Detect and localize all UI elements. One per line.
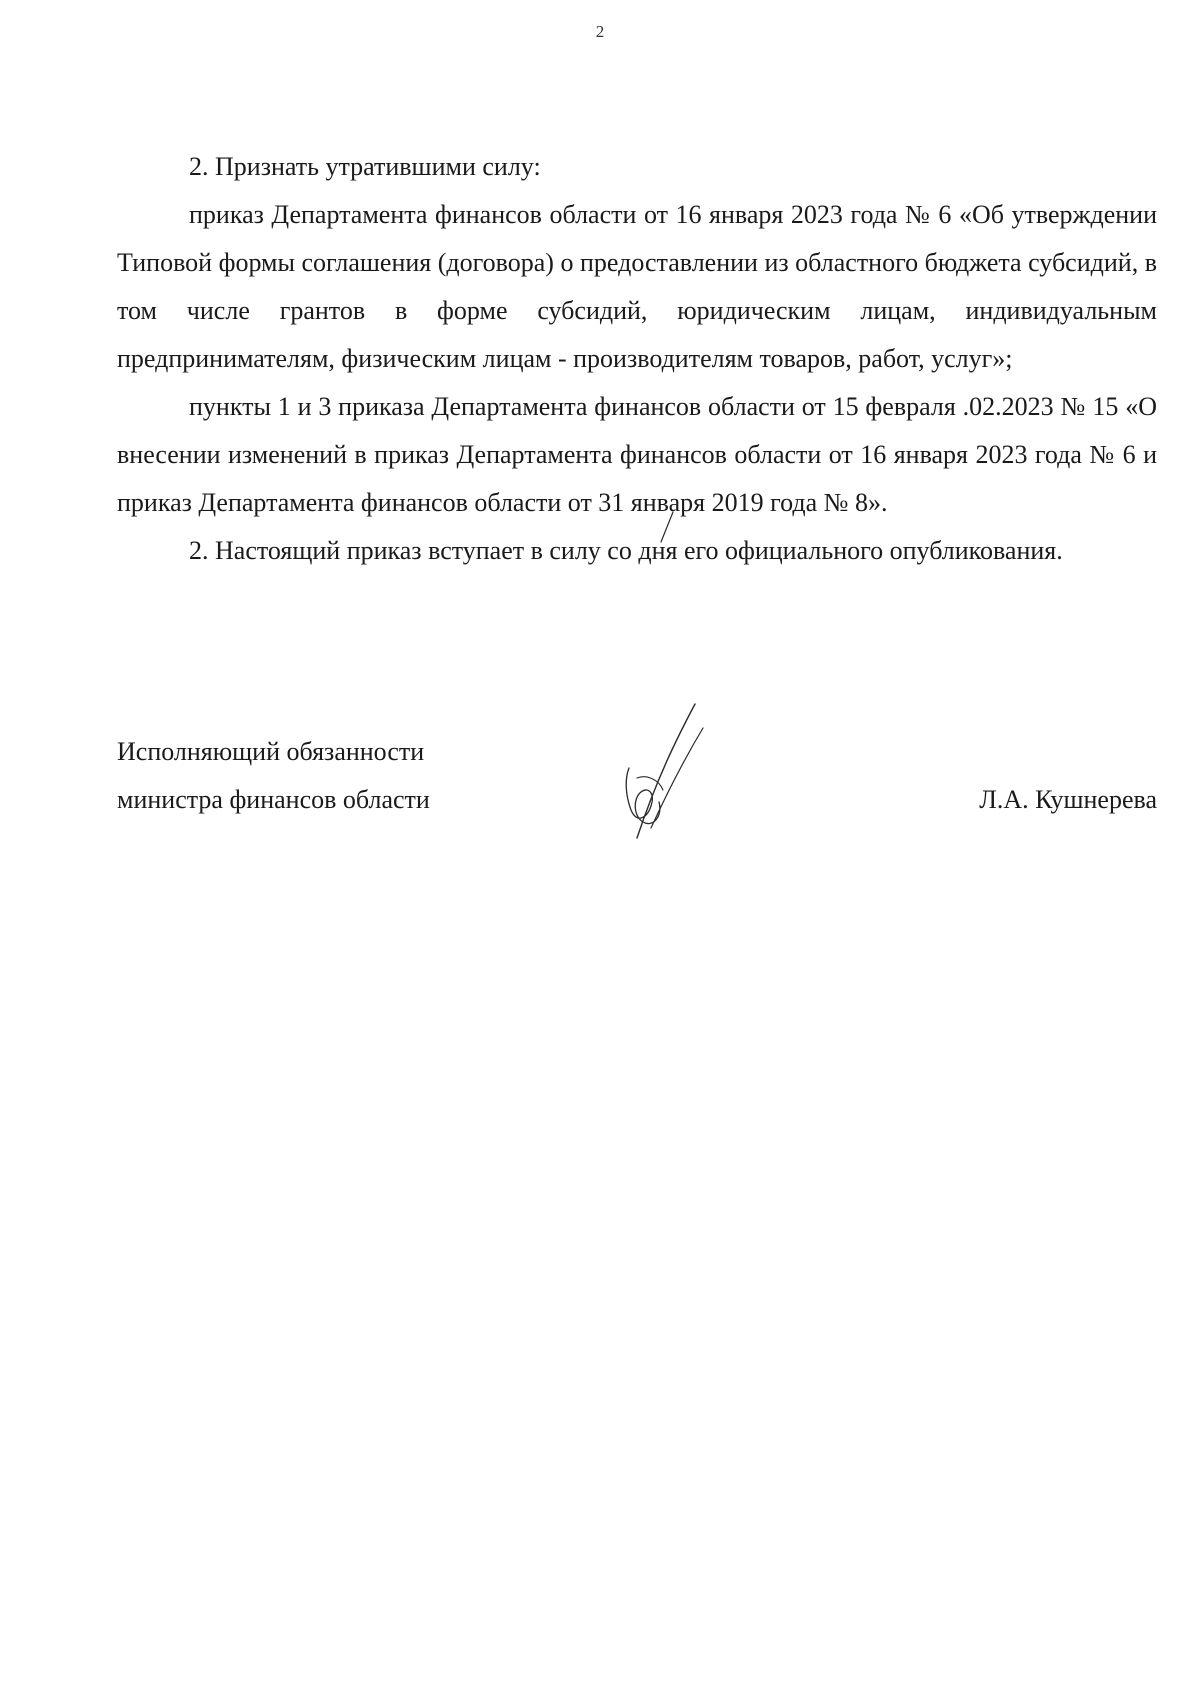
paragraph-order-15: пункты 1 и 3 приказа Департамента финансов области от 15 февраля .02.2023 № 15 «О внесении изменений в приказ Департамента финансов области от 16 января 2023 года № 6 и приказ Департамента финансов области от 31 января 2019 года № 8». — [117, 392, 1157, 517]
signatory-title — [117, 728, 430, 824]
signatory-title-line-1: Исполняющий обязанности — [117, 737, 425, 766]
paragraph-heading: 2. Признать утратившими силу: — [189, 152, 541, 181]
paragraph-order-6: приказ Департамента финансов области от 16 января 2023 года № 6 «Об утверждении Типовой формы соглашения (договора) о предоставлении из областного бюджета субсидий, в том числе грантов в форме субсидий, юридическим лицам, индивидуальным предпринимателям, физическим лицам - производителям товаров, работ, услуг»; — [117, 200, 1157, 373]
stray-pen-mark — [655, 508, 695, 548]
handwritten-signature — [607, 698, 717, 848]
document-body — [117, 143, 1157, 575]
signatory-name: Л.А. Кушнерева — [979, 785, 1157, 814]
page-number: 2 — [595, 22, 605, 41]
signature-block — [117, 728, 1157, 838]
paragraph-effective-date: 2. Настоящий приказ вступает в силу со дня его официального опубликования. — [189, 536, 1063, 565]
signatory-title-line-2: министра финансов области — [117, 785, 430, 814]
